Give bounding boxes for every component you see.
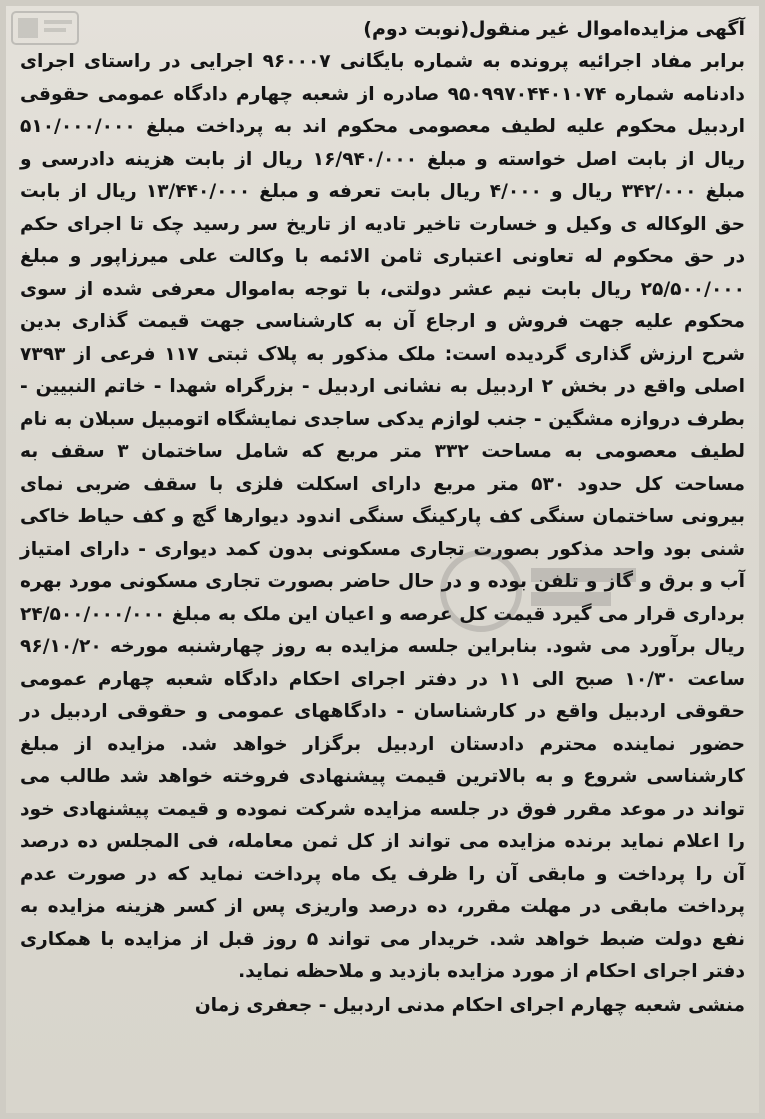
- notice-body: برابر مفاد اجرائیه پرونده به شماره بایگانی ۹۶۰۰۰۷ اجرایی در راستای اجرای دادنامه شماره ۹۵۰۹۹۷۰۴۴۰۱۰۷۴ صادره از شعبه چهارم دادگاه عمومی حقوقی اردبیل محکوم علیه لطیف معصومی محکوم اند به پرداخت مبلغ ۵۱۰/۰۰۰/۰۰۰ ریال از بابت اصل خواسته و مبلغ ۱۶/۹۴۰/۰۰۰ ریال از بابت هزینه دادرسی و مبلغ ۳۴۲/۰۰۰ ریال و ۴/۰۰۰ ریال بابت تعرفه و مبلغ ۱۳/۴۴۰/۰۰۰ ریال از بابت حق الوکاله ی وکیل و خسارت تاخیر تادیه از تاریخ سر رسید چک تا اجرای حکم در حق محکوم له تعاونی اعتباری ثامن الائمه با وکالت علی میرزاپور و مبلغ ۲۵/۵۰۰/۰۰۰ ریال بابت نیم عشر دولتی، با توجه به‌اموال معرفی شده از سوی محکوم علیه جهت فروش و ارجاع آن به کارشناسی جهت قیمت گذاری بدین شرح ارزش گذاری گردیده است: ملک مذکور به پلاک ثبتی ۱۱۷ فرعی از ۷۳۹۳ اصلی واقع در بخش ۲ اردبیل به نشانی اردبیل - بزرگراه شهدا - خاتم النبیین - بطرف دروازه مشگین - جنب لوازم یدکی ساجدی نمایشگاه اتومبیل سبلان به نام لطیف معصومی به مساحت ۳۳۲ متر مربع که شامل ساختمان ۳ سقف به مساحت کل حدود ۵۳۰ متر مربع دارای اسکلت فلزی با سقف ضربی نمای بیرونی ساختمان سنگی کف پارکینگ سنگی اندود دیوارها گچ و کف حیاط خاکی شنی بود واحد مذکور بصورت تجاری مسکونی بدون کمد دیواری - دارای امتیاز آب و برق و گاز و تلفن بوده و در حال حاضر بصورت تجاری مسکونی مورد بهره برداری قرار می گیرد قیمت کل عرصه و اعیان این ملک به مبلغ ۲۴/۵۰۰/۰۰۰/۰۰۰ ریال برآورد می شود. بنابراین جلسه مزایده به روز چهارشنبه مورخه ۹۶/۱۰/۲۰ ساعت ۱۰/۳۰ صبح الی ۱۱ در دفتر اجرای احکام دادگاه شعبه چهارم عمومی حقوقی اردبیل واقع در کارشناسان - دادگاههای عمومی و حقوقی اردبیل در حضور نماینده محترم دادستان اردبیل برگزار خواهد شد. مزایده از مبلغ کارشناسی شروع و به بالاترین قیمت پیشنهادی فروخته خواهد شد طالب می تواند در موعد مقرر فوق در جلسه مزایده شرکت نموده و قیمت پیشنهادی خود را اعلام نماید برنده مزایده می تواند از کل ثمن معامله، فی المجلس ده درصد آن را پرداخت و مابقی آن را ظرف یک ماه پرداخت نماید که در صورت عدم پرداخت مابقی در مهلت مقرر، ده درصد واریزی پس از کسر هزینه مزایده به نفع دولت ضبط خواهد شد. خریدار می تواند ۵ روز قبل از مزایده با همکاری دفتر اجرای احکام از مورد مزایده بازدید و ملاحظه نماید.: [20, 51, 746, 982]
- notice-title: آگهی مزایده‌اموال غیر منقول(نوبت دوم): [363, 18, 745, 40]
- newspaper-logo-icon: [10, 8, 80, 48]
- notice-signature: منشی شعبه چهارم اجرای احکام مدنی اردبیل - جعفری زمان: [194, 994, 745, 1016]
- notice-clipping: [6, 6, 759, 1113]
